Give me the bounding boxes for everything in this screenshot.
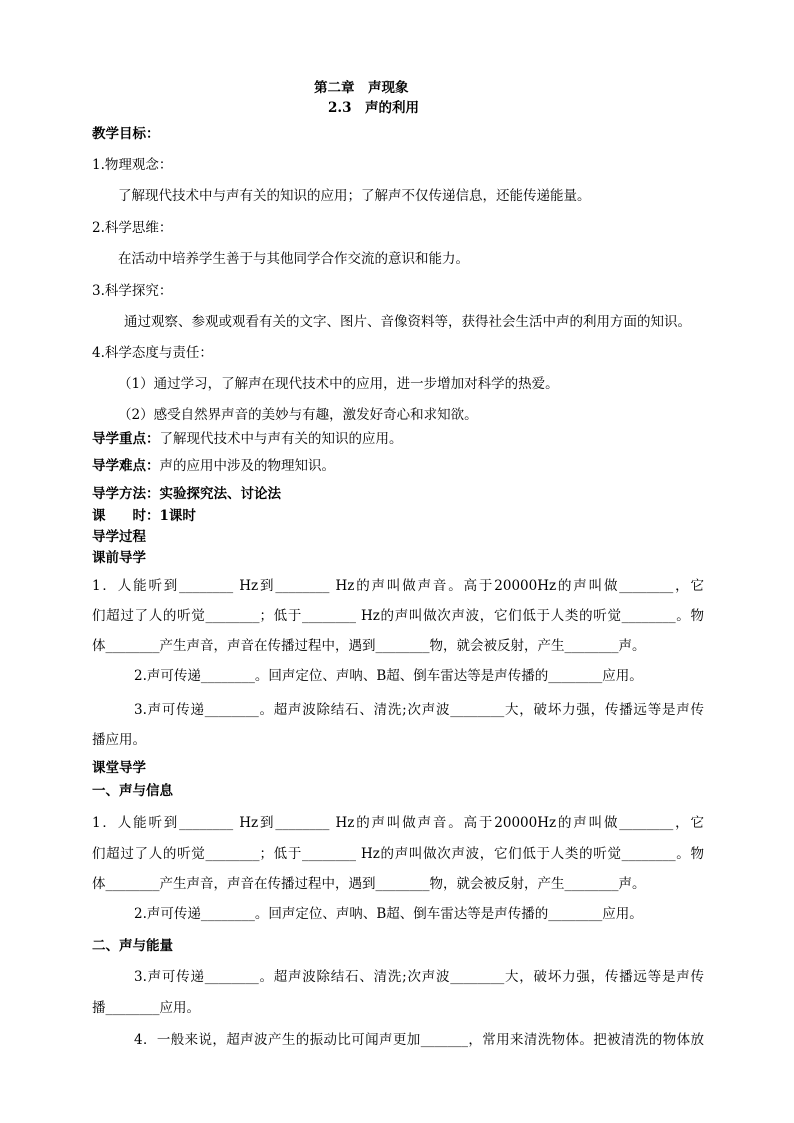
class-question-4-line-1: 4．一般来说，超声波产生的振动比可闻声更加_______，常用来清洗物体。把被清洗的物体放 (134, 1032, 704, 1048)
class-hours: 课 时：1课时 (92, 508, 196, 524)
objective-1-text: 了解现代技术中与声有关的知识的应用；了解声不仅传递信息，还能传递能量。 (118, 188, 591, 204)
class-question-3-line-1: 3.声可传递________。超声波除结石、清洗;次声波________大，破坏力强，传播远等是声传 (134, 969, 704, 985)
objectives-heading: 教学目标： (92, 126, 160, 142)
key-point-label: 导学重点： (92, 431, 160, 447)
objective-4-item-2: （2）感受自然界声音的美妙与有趣，激发好奇心和求知欲。 (118, 407, 478, 423)
pre-question-1-line-3: 体________产生声音，声音在传播过程中，遇到________物，就会被反射，产生________声。 (92, 638, 646, 654)
objective-4-item-1: （1）通过学习，了解声在现代技术中的应用，进一步增加对科学的热爱。 (118, 376, 559, 392)
objective-3-text: 通过观察、参观或观看有关的文字、图片、音像资料等，获得社会生活中声的利用方面的知识。 (124, 314, 691, 330)
class-question-2: 2.声可传递________。回声定位、声呐、B超、倒车雷达等是声传播的________应用。 (134, 906, 643, 922)
pre-question-2: 2.声可传递________。回声定位、声呐、B超、倒车雷达等是声传播的________应用。 (134, 668, 643, 684)
objective-4-label: 4.科学态度与责任： (92, 345, 213, 361)
in-class-heading: 课堂导学 (92, 760, 146, 776)
pre-class-heading: 课前导学 (92, 550, 146, 566)
class-question-3-line-2: 播________应用。 (92, 1000, 200, 1016)
difficulty (92, 456, 335, 476)
difficulty-label: 导学难点： (92, 458, 160, 474)
difficulty-text: 声的应用中涉及的物理知识。 (159, 458, 335, 474)
objective-2-text: 在活动中培养学生善于与其他同学合作交流的意识和能力。 (118, 251, 469, 267)
section-2-heading: 二、声与能量 (92, 938, 173, 954)
key-point-text: 了解现代技术中与声有关的知识的应用。 (159, 431, 403, 447)
objective-1-label: 1.物理观念： (92, 157, 173, 173)
chapter-title: 第二章 声现象 (314, 80, 409, 96)
method: 导学方法：实验探究法、讨论法 (92, 486, 281, 502)
pre-question-1-line-1: 1．人能听到________ Hz到________ Hz的声叫做声音。高于20000Hz的声叫做________，它 (92, 578, 704, 594)
section-1-heading: 一、声与信息 (92, 783, 173, 799)
objective-2-label: 2.科学思维： (92, 220, 173, 236)
section-title: 2.3 声的利用 (328, 100, 419, 116)
pre-question-3-line-1: 3.声可传递________。超声波除结石、清洗;次声波________大，破坏力强，传播远等是声传 (134, 702, 704, 718)
objective-3-label: 3.科学探究： (92, 283, 173, 299)
class-question-1-line-3: 体________产生声音，声音在传播过程中，遇到________物，就会被反射，产生________声。 (92, 876, 646, 892)
pre-question-1-line-2: 们超过了人的听觉________；低于________ Hz的声叫做次声波，它们低于人类的听觉________。物 (92, 608, 704, 624)
key-point (92, 429, 403, 449)
class-question-1-line-1: 1．人能听到________ Hz到________ Hz的声叫做声音。高于20000Hz的声叫做________，它 (92, 815, 704, 831)
class-question-1-line-2: 们超过了人的听觉________；低于________ Hz的声叫做次声波，它们低于人类的听觉________。物 (92, 846, 704, 862)
process-heading: 导学过程 (92, 529, 146, 545)
pre-question-3-line-2: 播应用。 (92, 732, 146, 748)
